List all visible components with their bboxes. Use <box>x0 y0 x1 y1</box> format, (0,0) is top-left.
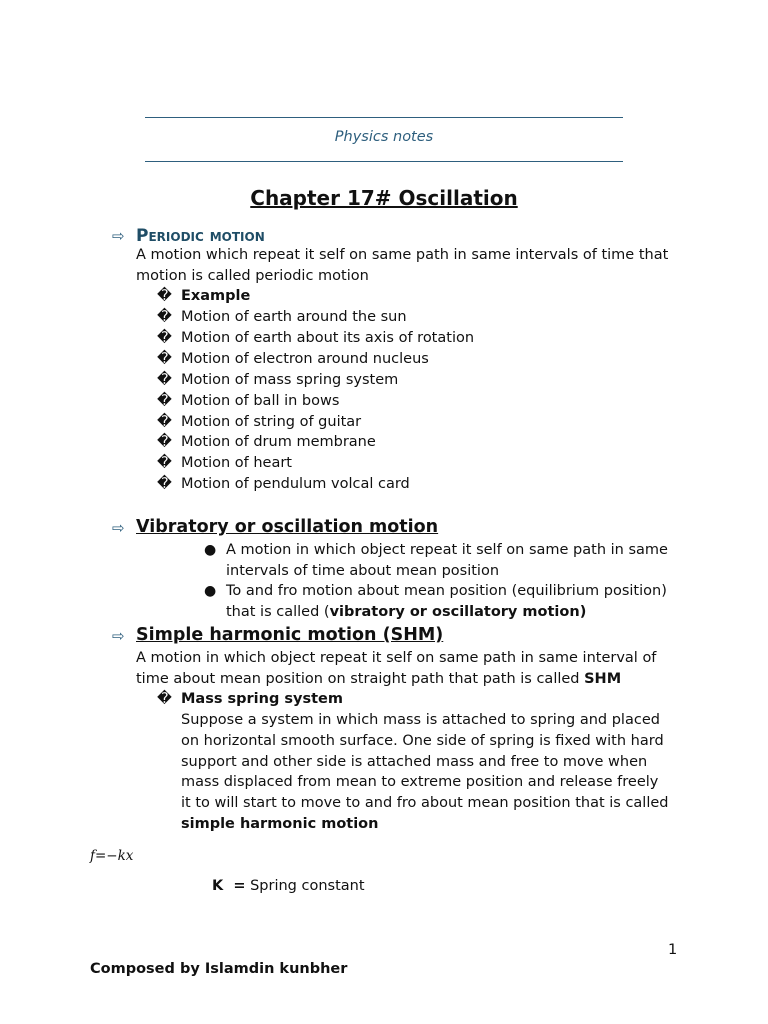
footer-credit: Composed by Islamdin kunbher <box>90 961 348 977</box>
page-title: Chapter 17# Oscillation <box>250 186 518 210</box>
bullet-icon: � <box>157 393 172 409</box>
mass-spring-label: Mass spring system <box>181 691 343 707</box>
spring-constant-line <box>212 878 365 894</box>
list-item: Motion of drum membrane <box>181 434 376 450</box>
header-rule-top <box>145 117 623 118</box>
bullet-icon: � <box>157 372 172 388</box>
bullet-icon: � <box>157 351 172 367</box>
bullet-icon: � <box>157 309 172 325</box>
header-rule-bottom <box>145 161 623 162</box>
arrow-icon: ⇨ <box>112 227 125 245</box>
list-item: Motion of string of guitar <box>181 414 362 430</box>
bullet-icon: � <box>157 288 172 304</box>
bullet-icon: � <box>157 691 172 707</box>
page-number: 1 <box>668 942 678 958</box>
list-item: Motion of earth around the sun <box>181 309 407 325</box>
bullet-icon: � <box>157 414 172 430</box>
mass-spring-paragraph: Suppose a system in which mass is attached to spring and placed on horizontal smooth surface. One side of spring is fixed with hard support and other side is attached mass and free to move when mass displaced from mean to extreme position and release freely it to will start to move to and fro about mean position that is called simple harmonic motion <box>181 712 669 832</box>
list-item: Motion of electron around nucleus <box>181 351 429 367</box>
list-item: Motion of mass spring system <box>181 372 399 388</box>
k-label: K = <box>212 878 246 894</box>
vibratory-point-2: To and fro motion about mean position (equilibrium position) that is called (vibratory or oscillatory motion) <box>226 583 667 620</box>
bullet-icon: � <box>157 476 172 492</box>
periodic-definition: A motion which repeat it self on same path in same intervals of time that motion is called periodic motion <box>136 247 669 284</box>
dot-bullet-icon: ● <box>204 583 217 599</box>
arrow-icon: ⇨ <box>112 519 125 537</box>
arrow-icon: ⇨ <box>112 627 125 645</box>
section-heading-vibratory: Vibratory or oscillation motion <box>136 517 439 537</box>
bullet-icon: � <box>157 455 172 471</box>
list-item: Motion of heart <box>181 455 292 471</box>
dot-bullet-icon: ● <box>204 542 217 558</box>
header-text: Physics notes <box>334 129 434 145</box>
list-item: Motion of earth about its axis of rotation <box>181 330 475 346</box>
example-label: Example <box>181 288 251 304</box>
section-heading-shm: Simple harmonic motion (SHM) <box>136 625 444 645</box>
vibratory-point-1: A motion in which object repeat it self on same path in same intervals of time about mean position <box>226 542 668 579</box>
k-description: Spring constant <box>250 878 365 894</box>
heading-rest: eriodic motion <box>148 226 265 246</box>
section-heading-periodic <box>136 226 265 246</box>
formula: f=−kx <box>90 848 134 864</box>
list-item: Motion of pendulum volcal card <box>181 476 410 492</box>
shm-definition: A motion in which object repeat it self on same path in same interval of time about mean position on straight path that path is called SHM <box>136 650 657 687</box>
bullet-icon: � <box>157 330 172 346</box>
list-item: Motion of ball in bows <box>181 393 340 409</box>
heading-initial: P <box>136 226 149 246</box>
bullet-icon: � <box>157 434 172 450</box>
